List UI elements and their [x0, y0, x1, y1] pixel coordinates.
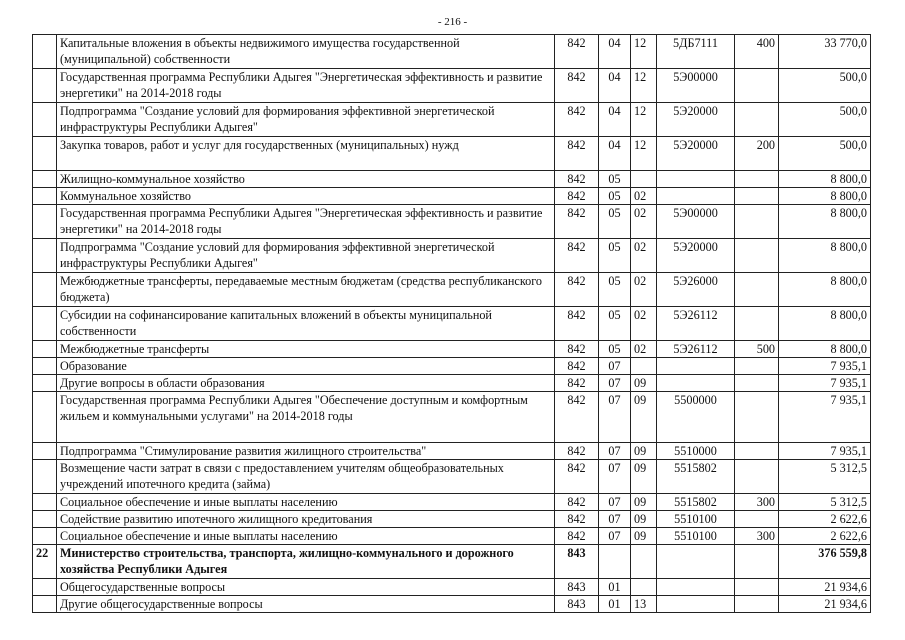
row-name: Государственная программа Республики Адыгея "Энергетическая эффективность и развитие энергетики" на 2014-2018 годы — [57, 205, 555, 239]
row-section-code: 01 — [599, 579, 631, 596]
row-amount: 8 800,0 — [779, 171, 871, 188]
row-ministry-code: 843 — [555, 596, 599, 613]
row-name: Образование — [57, 358, 555, 375]
row-number — [33, 460, 57, 494]
row-number — [33, 69, 57, 103]
row-amount: 7 935,1 — [779, 443, 871, 460]
row-target-article: 5Э00000 — [657, 205, 735, 239]
row-subsection-code: 12 — [631, 137, 657, 171]
row-name: Закупка товаров, работ и услуг для государственных (муниципальных) нужд — [57, 137, 555, 171]
row-target-article: 5Э26112 — [657, 341, 735, 358]
row-name: Возмещение части затрат в связи с предоставлением учителям общеобразовательных учреждений ипотечного кредита (займа) — [57, 460, 555, 494]
row-expense-type — [735, 392, 779, 443]
row-amount: 8 800,0 — [779, 307, 871, 341]
row-section-code: 04 — [599, 35, 631, 69]
row-name: Общегосударственные вопросы — [57, 579, 555, 596]
table-row — [33, 205, 871, 239]
row-subsection-code: 02 — [631, 239, 657, 273]
table-row — [33, 273, 871, 307]
row-ministry-code: 842 — [555, 375, 599, 392]
table-row — [33, 596, 871, 613]
table-row — [33, 511, 871, 528]
row-section-code: 07 — [599, 511, 631, 528]
row-amount: 8 800,0 — [779, 205, 871, 239]
row-subsection-code: 02 — [631, 205, 657, 239]
row-ministry-code: 842 — [555, 69, 599, 103]
row-number — [33, 528, 57, 545]
row-name: Социальное обеспечение и иные выплаты населению — [57, 528, 555, 545]
row-expense-type — [735, 307, 779, 341]
row-number — [33, 341, 57, 358]
table-row — [33, 188, 871, 205]
row-subsection-code: 12 — [631, 103, 657, 137]
row-name: Подпрограмма "Создание условий для формирования эффективной энергетической инфраструктуры Республики Адыгея" — [57, 239, 555, 273]
row-section-code: 07 — [599, 375, 631, 392]
row-expense-type: 400 — [735, 35, 779, 69]
row-number — [33, 239, 57, 273]
row-subsection-code: 02 — [631, 307, 657, 341]
row-expense-type — [735, 579, 779, 596]
scan-bottom-edge — [0, 622, 905, 640]
row-number — [33, 358, 57, 375]
row-section-code: 05 — [599, 171, 631, 188]
row-ministry-code: 842 — [555, 528, 599, 545]
row-expense-type — [735, 103, 779, 137]
table-row — [33, 443, 871, 460]
row-section-code — [599, 545, 631, 579]
row-ministry-code: 842 — [555, 273, 599, 307]
row-subsection-code — [631, 579, 657, 596]
row-expense-type — [735, 443, 779, 460]
row-amount: 500,0 — [779, 69, 871, 103]
table-row — [33, 392, 871, 443]
row-number — [33, 103, 57, 137]
row-name: Капитальные вложения в объекты недвижимого имущества государственной (муниципальной) собственности — [57, 35, 555, 69]
row-target-article: 5Э20000 — [657, 239, 735, 273]
table-row — [33, 579, 871, 596]
table-row — [33, 103, 871, 137]
table-row — [33, 307, 871, 341]
row-target-article: 5510100 — [657, 511, 735, 528]
row-subsection-code: 09 — [631, 494, 657, 511]
row-target-article: 5Э20000 — [657, 137, 735, 171]
row-subsection-code: 12 — [631, 35, 657, 69]
row-ministry-code: 842 — [555, 307, 599, 341]
row-subsection-code: 02 — [631, 273, 657, 307]
row-target-article: 5515802 — [657, 460, 735, 494]
row-expense-type — [735, 545, 779, 579]
row-target-article: 5ДБ7111 — [657, 35, 735, 69]
row-name: Содействие развитию ипотечного жилищного кредитования — [57, 511, 555, 528]
row-name: Жилищно-коммунальное хозяйство — [57, 171, 555, 188]
row-name: Подпрограмма "Стимулирование развития жилищного строительства" — [57, 443, 555, 460]
row-ministry-code: 842 — [555, 171, 599, 188]
row-amount: 5 312,5 — [779, 460, 871, 494]
row-name: Другие вопросы в области образования — [57, 375, 555, 392]
row-number — [33, 137, 57, 171]
row-ministry-code: 842 — [555, 341, 599, 358]
row-amount: 8 800,0 — [779, 341, 871, 358]
row-ministry-code: 842 — [555, 443, 599, 460]
table-row — [33, 35, 871, 69]
row-section-code: 04 — [599, 137, 631, 171]
row-amount: 8 800,0 — [779, 188, 871, 205]
row-amount: 8 800,0 — [779, 239, 871, 273]
row-expense-type: 300 — [735, 528, 779, 545]
row-target-article — [657, 171, 735, 188]
row-ministry-code: 842 — [555, 511, 599, 528]
row-number — [33, 596, 57, 613]
row-subsection-code: 02 — [631, 341, 657, 358]
table-row — [33, 341, 871, 358]
row-subsection-code — [631, 358, 657, 375]
row-amount: 21 934,6 — [779, 579, 871, 596]
row-section-code: 07 — [599, 494, 631, 511]
row-section-code: 05 — [599, 307, 631, 341]
row-amount: 7 935,1 — [779, 392, 871, 443]
row-expense-type — [735, 511, 779, 528]
table-row — [33, 494, 871, 511]
row-name: Министерство строительства, транспорта, жилищно-коммунального и дорожного хозяйства Республики Адыгея — [57, 545, 555, 579]
row-ministry-code: 842 — [555, 358, 599, 375]
row-amount: 2 622,6 — [779, 528, 871, 545]
row-number — [33, 392, 57, 443]
row-expense-type — [735, 273, 779, 307]
row-number — [33, 494, 57, 511]
row-expense-type — [735, 596, 779, 613]
row-amount: 8 800,0 — [779, 273, 871, 307]
row-number — [33, 205, 57, 239]
row-section-code: 07 — [599, 528, 631, 545]
row-ministry-code: 843 — [555, 545, 599, 579]
row-name: Государственная программа Республики Адыгея "Энергетическая эффективность и развитие энергетики" на 2014-2018 годы — [57, 69, 555, 103]
row-ministry-code: 842 — [555, 35, 599, 69]
row-subsection-code: 09 — [631, 460, 657, 494]
row-expense-type — [735, 460, 779, 494]
table-row — [33, 137, 871, 171]
table-row — [33, 69, 871, 103]
row-target-article — [657, 596, 735, 613]
row-target-article: 5510100 — [657, 528, 735, 545]
row-name: Подпрограмма "Создание условий для формирования эффективной энергетической инфраструктуры Республики Адыгея" — [57, 103, 555, 137]
row-amount: 376 559,8 — [779, 545, 871, 579]
row-amount: 2 622,6 — [779, 511, 871, 528]
row-section-code: 05 — [599, 273, 631, 307]
row-section-code: 07 — [599, 443, 631, 460]
row-number — [33, 375, 57, 392]
row-section-code: 04 — [599, 69, 631, 103]
row-target-article: 5Э20000 — [657, 103, 735, 137]
row-expense-type — [735, 188, 779, 205]
row-expense-type: 300 — [735, 494, 779, 511]
table-row — [33, 528, 871, 545]
row-ministry-code: 842 — [555, 188, 599, 205]
row-target-article — [657, 358, 735, 375]
table-row — [33, 239, 871, 273]
row-target-article — [657, 579, 735, 596]
row-section-code: 05 — [599, 341, 631, 358]
row-subsection-code — [631, 171, 657, 188]
row-number — [33, 307, 57, 341]
row-section-code: 07 — [599, 358, 631, 375]
row-amount: 500,0 — [779, 137, 871, 171]
row-number — [33, 188, 57, 205]
row-target-article — [657, 545, 735, 579]
row-section-code: 05 — [599, 239, 631, 273]
row-expense-type — [735, 358, 779, 375]
row-amount: 500,0 — [779, 103, 871, 137]
row-ministry-code: 842 — [555, 392, 599, 443]
table-row — [33, 358, 871, 375]
row-number — [33, 579, 57, 596]
row-subsection-code: 09 — [631, 375, 657, 392]
row-subsection-code: 12 — [631, 69, 657, 103]
row-target-article — [657, 375, 735, 392]
row-expense-type — [735, 205, 779, 239]
row-amount: 5 312,5 — [779, 494, 871, 511]
row-section-code: 04 — [599, 103, 631, 137]
row-name: Межбюджетные трансферты — [57, 341, 555, 358]
row-subsection-code: 09 — [631, 511, 657, 528]
table-row — [33, 171, 871, 188]
row-subsection-code: 09 — [631, 443, 657, 460]
row-amount: 7 935,1 — [779, 358, 871, 375]
row-section-code: 07 — [599, 392, 631, 443]
row-expense-type — [735, 171, 779, 188]
row-ministry-code: 842 — [555, 205, 599, 239]
row-number — [33, 35, 57, 69]
page-number: - 216 - — [437, 16, 468, 28]
row-expense-type — [735, 375, 779, 392]
row-target-article: 5515802 — [657, 494, 735, 511]
row-name: Другие общегосударственные вопросы — [57, 596, 555, 613]
row-ministry-code: 842 — [555, 239, 599, 273]
table-row — [33, 375, 871, 392]
row-ministry-code: 842 — [555, 103, 599, 137]
row-number — [33, 443, 57, 460]
row-section-code: 05 — [599, 188, 631, 205]
budget-table — [32, 34, 871, 613]
row-subsection-code: 09 — [631, 528, 657, 545]
row-target-article: 5500000 — [657, 392, 735, 443]
row-ministry-code: 842 — [555, 137, 599, 171]
row-target-article: 5Э26112 — [657, 307, 735, 341]
row-amount: 7 935,1 — [779, 375, 871, 392]
row-number: 22 — [33, 545, 57, 579]
row-amount: 33 770,0 — [779, 35, 871, 69]
row-target-article: 5510000 — [657, 443, 735, 460]
row-number — [33, 171, 57, 188]
row-name: Коммунальное хозяйство — [57, 188, 555, 205]
row-section-code: 01 — [599, 596, 631, 613]
row-section-code: 05 — [599, 205, 631, 239]
row-target-article: 5Э26000 — [657, 273, 735, 307]
row-expense-type — [735, 69, 779, 103]
row-expense-type: 200 — [735, 137, 779, 171]
row-amount: 21 934,6 — [779, 596, 871, 613]
row-expense-type — [735, 239, 779, 273]
row-target-article: 5Э00000 — [657, 69, 735, 103]
row-target-article — [657, 188, 735, 205]
row-name: Государственная программа Республики Адыгея "Обеспечение доступным и комфортным жильем и коммунальными услугами" на 2014-2018 годы — [57, 392, 555, 443]
row-section-code: 07 — [599, 460, 631, 494]
row-name: Межбюджетные трансферты, передаваемые местным бюджетам (средства республиканского бюджета) — [57, 273, 555, 307]
row-ministry-code: 843 — [555, 579, 599, 596]
row-number — [33, 273, 57, 307]
row-ministry-code: 842 — [555, 460, 599, 494]
row-subsection-code: 02 — [631, 188, 657, 205]
row-subsection-code: 09 — [631, 392, 657, 443]
row-subsection-code: 13 — [631, 596, 657, 613]
row-expense-type: 500 — [735, 341, 779, 358]
row-name: Социальное обеспечение и иные выплаты населению — [57, 494, 555, 511]
table-row — [33, 460, 871, 494]
table-row — [33, 545, 871, 579]
row-ministry-code: 842 — [555, 494, 599, 511]
row-number — [33, 511, 57, 528]
row-name: Субсидии на софинансирование капитальных вложений в объекты муниципальной собственности — [57, 307, 555, 341]
row-subsection-code — [631, 545, 657, 579]
